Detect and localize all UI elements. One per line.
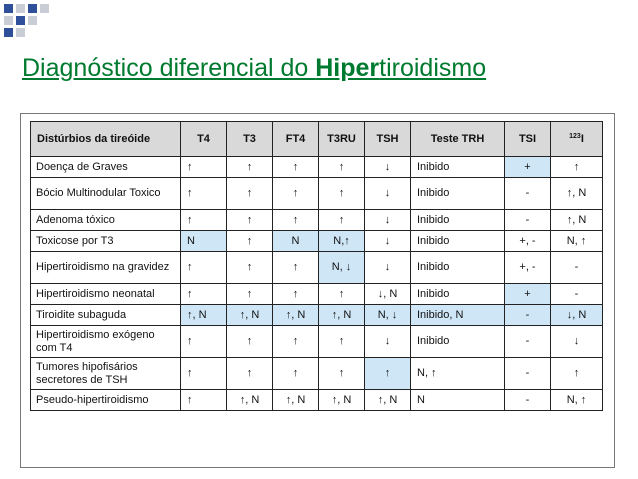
cell-ft4: ↑	[273, 210, 319, 231]
cell-tsh: ↑	[365, 358, 411, 390]
deco-square	[4, 4, 13, 13]
table-header-row	[31, 122, 603, 157]
cell-teste-trh: Inibido	[411, 252, 505, 284]
table-row	[31, 326, 603, 358]
cell-teste-trh: N, ↑	[411, 358, 505, 390]
cell-t3: ↑	[227, 157, 273, 178]
row-label: Hipertiroidismo exógeno com T4	[31, 326, 181, 358]
cell-tsi: +	[505, 284, 551, 305]
decorative-squares	[0, 0, 60, 44]
deco-square	[4, 28, 13, 37]
row-label: Bócio Multinodular Toxico	[31, 178, 181, 210]
cell-ft4: ↑	[273, 358, 319, 390]
cell-t3ru: ↑	[319, 157, 365, 178]
cell-t3ru: ↑	[319, 284, 365, 305]
cell-t3ru: N,↑	[319, 231, 365, 252]
cell-123i: ↓	[551, 326, 603, 358]
cell-t3: ↑, N	[227, 305, 273, 326]
cell-t3ru: ↑	[319, 210, 365, 231]
header-iodine	[551, 122, 603, 157]
cell-tsh: ↓	[365, 178, 411, 210]
iodine-superscript: 123	[569, 132, 581, 140]
cell-t3: ↑	[227, 178, 273, 210]
cell-123i: -	[551, 252, 603, 284]
cell-123i: ↑	[551, 358, 603, 390]
row-label: Toxicose por T3	[31, 231, 181, 252]
cell-tsh: ↓, N	[365, 284, 411, 305]
deco-square	[16, 28, 25, 37]
deco-square	[4, 16, 13, 25]
deco-square	[40, 4, 49, 13]
cell-t3ru: ↑	[319, 178, 365, 210]
cell-t4: ↑	[181, 390, 227, 411]
deco-square	[28, 4, 37, 13]
row-label: Pseudo-hipertiroidismo	[31, 390, 181, 411]
cell-teste-trh: Inibido	[411, 231, 505, 252]
header-disturbios: Distúrbios da tireóide	[31, 122, 181, 157]
header-t4: T4	[181, 122, 227, 157]
deco-square	[16, 16, 25, 25]
cell-tsh: ↑, N	[365, 390, 411, 411]
cell-123i: N, ↑	[551, 231, 603, 252]
header-ft4: FT4	[273, 122, 319, 157]
cell-t3: ↑, N	[227, 390, 273, 411]
table-row	[31, 178, 603, 210]
cell-teste-trh: Inibido	[411, 326, 505, 358]
deco-square	[16, 4, 25, 13]
cell-teste-trh: Inibido	[411, 178, 505, 210]
cell-ft4: ↑	[273, 326, 319, 358]
cell-teste-trh: Inibido	[411, 157, 505, 178]
header-t3: T3	[227, 122, 273, 157]
cell-tsi: -	[505, 390, 551, 411]
cell-123i: N, ↑	[551, 390, 603, 411]
header-tsi: TSI	[505, 122, 551, 157]
cell-teste-trh: Inibido	[411, 210, 505, 231]
cell-t4: ↑	[181, 157, 227, 178]
cell-ft4: ↑	[273, 178, 319, 210]
page-title	[22, 54, 486, 83]
table-row	[31, 210, 603, 231]
cell-teste-trh: N	[411, 390, 505, 411]
cell-123i: ↓, N	[551, 305, 603, 326]
cell-tsh: ↓	[365, 326, 411, 358]
cell-t4: N	[181, 231, 227, 252]
row-label: Tiroidite subaguda	[31, 305, 181, 326]
cell-tsi: -	[505, 210, 551, 231]
header-tsh: TSH	[365, 122, 411, 157]
cell-t4: ↑, N	[181, 305, 227, 326]
cell-t4: ↑	[181, 178, 227, 210]
cell-ft4: ↑	[273, 252, 319, 284]
cell-tsh: N, ↓	[365, 305, 411, 326]
cell-ft4: ↑	[273, 157, 319, 178]
table-body	[31, 157, 603, 411]
title-main: Diagnóstico diferencial do	[22, 54, 316, 82]
table-row	[31, 231, 603, 252]
cell-tsi: +, -	[505, 252, 551, 284]
cell-tsi: -	[505, 326, 551, 358]
cell-tsi: -	[505, 178, 551, 210]
cell-tsh: ↓	[365, 231, 411, 252]
table-frame	[20, 113, 615, 468]
cell-t3: ↑	[227, 210, 273, 231]
cell-t3: ↑	[227, 358, 273, 390]
table-row	[31, 358, 603, 390]
cell-ft4: ↑, N	[273, 305, 319, 326]
cell-t3: ↑	[227, 252, 273, 284]
cell-t3: ↑	[227, 231, 273, 252]
header-t3ru: T3RU	[319, 122, 365, 157]
cell-t3ru: ↑, N	[319, 305, 365, 326]
cell-teste-trh: Inibido	[411, 284, 505, 305]
deco-square	[28, 16, 37, 25]
cell-t3ru: ↑	[319, 358, 365, 390]
cell-tsh: ↓	[365, 157, 411, 178]
cell-t3: ↑	[227, 284, 273, 305]
cell-t3: ↑	[227, 326, 273, 358]
cell-t3ru: N, ↓	[319, 252, 365, 284]
table-row	[31, 157, 603, 178]
cell-t3ru: ↑, N	[319, 390, 365, 411]
cell-teste-trh: Inibido, N	[411, 305, 505, 326]
cell-tsi: -	[505, 358, 551, 390]
cell-t4: ↑	[181, 210, 227, 231]
table-row	[31, 390, 603, 411]
cell-tsi: -	[505, 305, 551, 326]
cell-ft4: N	[273, 231, 319, 252]
cell-t4: ↑	[181, 284, 227, 305]
cell-tsh: ↓	[365, 252, 411, 284]
cell-t4: ↑	[181, 326, 227, 358]
cell-tsi: +, -	[505, 231, 551, 252]
row-label: Doença de Graves	[31, 157, 181, 178]
cell-123i: ↑	[551, 157, 603, 178]
cell-ft4: ↑	[273, 284, 319, 305]
title-tail: tiroidismo	[379, 54, 487, 82]
cell-123i: ↑, N	[551, 210, 603, 231]
header-teste-trh: Teste TRH	[411, 122, 505, 157]
cell-t3ru: ↑	[319, 326, 365, 358]
cell-tsh: ↓	[365, 210, 411, 231]
iodine-label: I	[580, 132, 584, 145]
diagnosis-table	[30, 121, 603, 411]
row-label: Tumores hipofisários secretores de TSH	[31, 358, 181, 390]
row-label: Adenoma tóxico	[31, 210, 181, 231]
cell-t4: ↑	[181, 358, 227, 390]
table-row	[31, 252, 603, 284]
table-row	[31, 305, 603, 326]
table-row	[31, 284, 603, 305]
cell-t4: ↑	[181, 252, 227, 284]
title-bold: Hiper	[315, 54, 380, 82]
cell-123i: ↑, N	[551, 178, 603, 210]
row-label: Hipertiroidismo na gravidez	[31, 252, 181, 284]
cell-123i: -	[551, 284, 603, 305]
row-label: Hipertiroidismo neonatal	[31, 284, 181, 305]
cell-tsi: +	[505, 157, 551, 178]
cell-ft4: ↑, N	[273, 390, 319, 411]
